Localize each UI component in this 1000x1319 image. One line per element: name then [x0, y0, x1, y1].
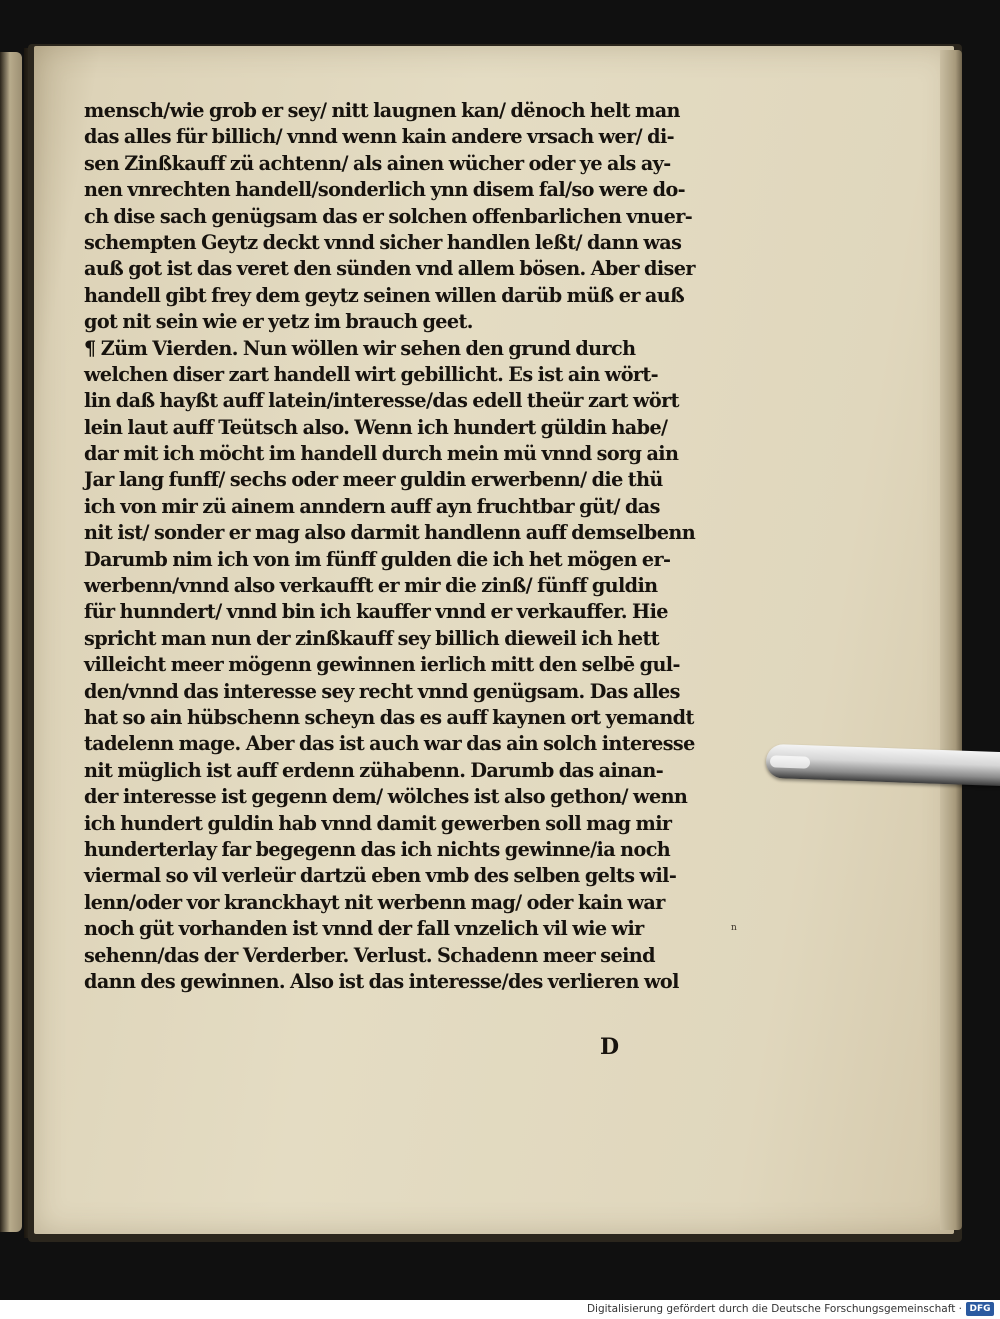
text-line: ich von mir zü ainem anndern auff ayn fruchtbar güt/ das — [84, 494, 660, 518]
text-line: der interesse ist gegenn dem/ wölches ist also gethon/ wenn — [84, 785, 688, 809]
text-line: ¶ Züm Vierden. Nun wöllen wir sehen den grund durch — [84, 336, 636, 360]
text-line: tadelenn mage. Aber das ist auch war das ain solch interesse — [84, 732, 695, 756]
text-line: mensch/wie grob er sey/ nitt laugnen kan/ dënoch helt man — [84, 99, 680, 122]
page-text-block — [84, 98, 696, 995]
text-line: hunderterlay far begegenn das ich nichts gewinne/ia noch — [84, 837, 671, 861]
footer-bar — [0, 1300, 1000, 1319]
text-line: schempten Geytz deckt vnnd sicher handlen leßt/ dann was — [84, 230, 682, 254]
pointer-highlight — [770, 755, 810, 768]
margin-mark: n — [731, 923, 737, 933]
text-line: lenn/oder vor kranckhayt nit werbenn mag/ oder kain war — [84, 890, 665, 914]
funding-credit: Digitalisierung gefördert durch die Deutsche Forschungsgemeinschaft · — [586, 1303, 962, 1315]
text-line: dar mit ich möcht im handell durch mein mü vnnd sorg ain — [84, 442, 679, 466]
text-line: auß got ist das veret den sünden vnd allem bösen. Aber diser — [84, 257, 695, 281]
text-line: das alles für billich/ vnnd wenn kain andere vrsach wer/ di- — [84, 125, 675, 149]
signature-mark: D — [600, 1034, 620, 1060]
text-line: lein laut auff Teütsch also. Wenn ich hundert güldin habe/ — [84, 415, 668, 439]
text-line: ch dise sach genügsam das er solchen offenbarlichen vnuer- — [84, 204, 693, 228]
previous-page-edge — [0, 52, 22, 1232]
text-line: Darumb nim ich von im fünff gulden die ich het mögen er- — [84, 547, 671, 571]
text-line: hat so ain hübschenn scheyn das es auff kaynen ort yemandt — [84, 705, 694, 729]
text-line: dann des gewinnen. Also ist das interesse/des verlieren wol — [84, 969, 679, 993]
text-line: nen vnrechten handell/sonderlich ynn disem fal/so were do- — [84, 178, 686, 202]
text-line: handell gibt frey dem geytz seinen willen darüb müß er auß — [84, 283, 685, 307]
page-fore-edge — [940, 50, 962, 1230]
text-line: sen Zinßkauff zü achtenn/ als ainen wücher oder ye als ay- — [84, 151, 671, 175]
text-line: noch güt vorhanden ist vnnd der fall vnzelich vil wie wir — [84, 917, 644, 941]
text-line: spricht man nun der zinßkauff sey billich dieweil ich hett — [84, 626, 659, 650]
text-line: Jar lang funff/ sechs oder meer guldin erwerbenn/ die thü — [84, 468, 663, 492]
text-line: sehenn/das der Verderber. Verlust. Schadenn meer seind — [84, 943, 655, 967]
text-line: nit müglich ist auff erdenn zühabenn. Darumb das ainan- — [84, 758, 664, 782]
text-line: werbenn/vnnd also verkaufft er mir die zinß/ fünff guldin — [84, 574, 658, 598]
dfg-logo: DFG — [966, 1302, 994, 1316]
text-line: für hunndert/ vnnd bin ich kauffer vnnd er verkauffer. Hie — [84, 600, 668, 624]
text-line: nit ist/ sonder er mag also darmit handlenn auff demselbenn — [84, 521, 696, 545]
text-line: got nit sein wie er yetz im brauch geet. — [84, 310, 473, 334]
text-line: lin daß hayßt auff latein/interesse/das edell theür zart wört — [84, 389, 679, 413]
text-line: den/vnnd das interesse sey recht vnnd genügsam. Das alles — [84, 679, 680, 703]
text-line: villeicht meer mögenn gewinnen ierlich mitt den selbē gul- — [84, 653, 680, 677]
text-line: welchen diser zart handell wirt gebillicht. Es ist ain wört- — [84, 362, 659, 386]
text-line: viermal so vil verleür dartzü eben vmb des selben gelts wil- — [84, 864, 677, 888]
text-line: ich hundert guldin hab vnnd damit gewerben soll mag mir — [84, 811, 672, 835]
